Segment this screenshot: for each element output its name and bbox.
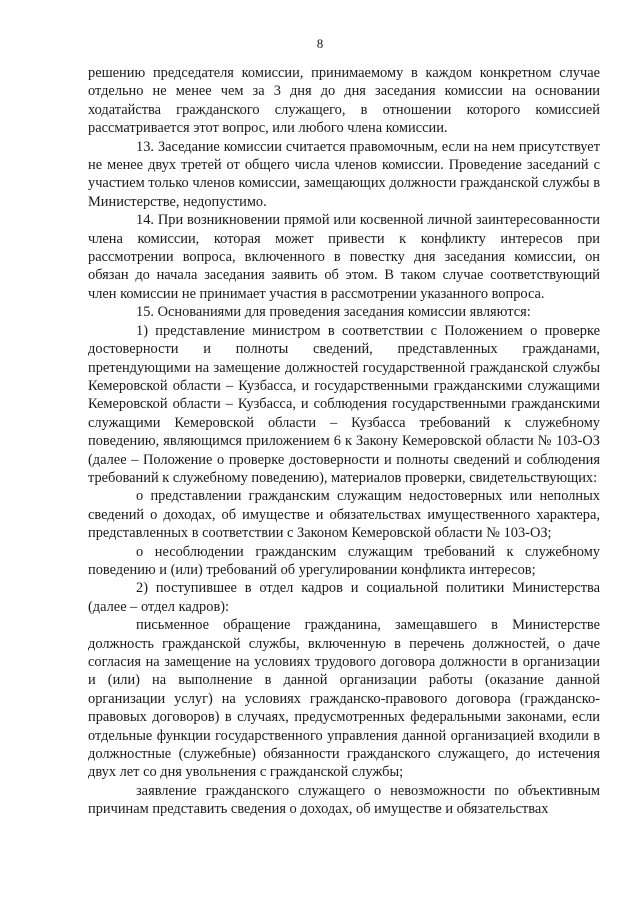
paragraph-subitem-2: 2) поступившее в отдел кадров и социальной политики Министерства (далее – отдел кадров):	[88, 580, 600, 615]
paragraph-item-15: 15. Основаниями для проведения заседания комиссии являются:	[136, 304, 531, 321]
paragraph-item-13: 13. Заседание комиссии считается правомочным, если на нем присутствует не менее двух третей от общего числа членов комиссии. Проведение заседаний с участием только членов комиссии, замещающих должности гражданской службы в Министерстве, недопустимо.	[88, 138, 600, 210]
paragraph-continuation: решению председателя комиссии, принимаемому в каждом конкретном случае отдельно не менее чем за 3 дня до дня заседания комиссии на основании ходатайства гражданского служащего, в отношении которого комиссией рассматривается этот вопрос, или любого члена комиссии.	[88, 65, 600, 137]
page-number: 8	[316, 36, 324, 51]
paragraph-item-14: 14. При возникновении прямой или косвенной личной заинтересованности члена комиссии, которая может привести к конфликту интересов при рассмотрении вопроса, включенного в повестку дня заседания комиссии, он обязан до начала заседания заявить об этом. В таком случае соответствующий член комиссии не принимает участия в рассмотрении указанного вопроса.	[88, 212, 600, 302]
paragraph-bullet-noncompliance: о несоблюдении гражданским служащим требований к служебному поведению и (или) требований об урегулировании конфликта интересов;	[88, 543, 600, 578]
paragraph-statement: заявление гражданского служащего о невозможности по объективным причинам представить сведения о доходах, об имуществе и обязательствах	[88, 782, 600, 818]
paragraph-written-appeal: письменное обращение гражданина, замещавшего в Министерстве должность гражданской службы, включенную в перечень должностей, о даче согласия на замещение на условиях трудового договора должности в организации и (или) на выполнение в данной организации работы (оказание данной организации услуг) на условиях гражданско-правового договора (гражданско-правовых договоров) в случаях, предусмотренных федеральными законами, если отдельные функции государственного управления данной организацией входили в должностные (служебные) обязанности гражданского служащего, до истечения двух лет со дня увольнения с гражданской службы;	[88, 617, 600, 781]
document-body	[88, 64, 600, 819]
paragraph-bullet-inaccurate-info: о представлении гражданским служащим недостоверных или неполных сведений о доходах, об имуществе и обязательствах имущественного характера, представленных в соответствии с Законом Кемеровской области № 103-ОЗ;	[88, 488, 600, 542]
paragraph-subitem-1: 1) представление министром в соответствии с Положением о проверке достоверности и полноты сведений, представленных гражданами, претендующими на замещение должностей государственной гражданской службы Кемеровской области – Кузбасса, и государственными гражданскими служащими Кемеровской области – Кузбасса, и соблюдения государственными гражданскими служащими Кемеровской области – Кузбасса требований к служебному поведению, являющимся приложением 6 к Закону Кемеровской области № 103-ОЗ (далее – Положение о проверке достоверности и полноты сведений и соблюдения требований к служебному поведению), материалов проверки, свидетельствующих:	[88, 322, 600, 486]
